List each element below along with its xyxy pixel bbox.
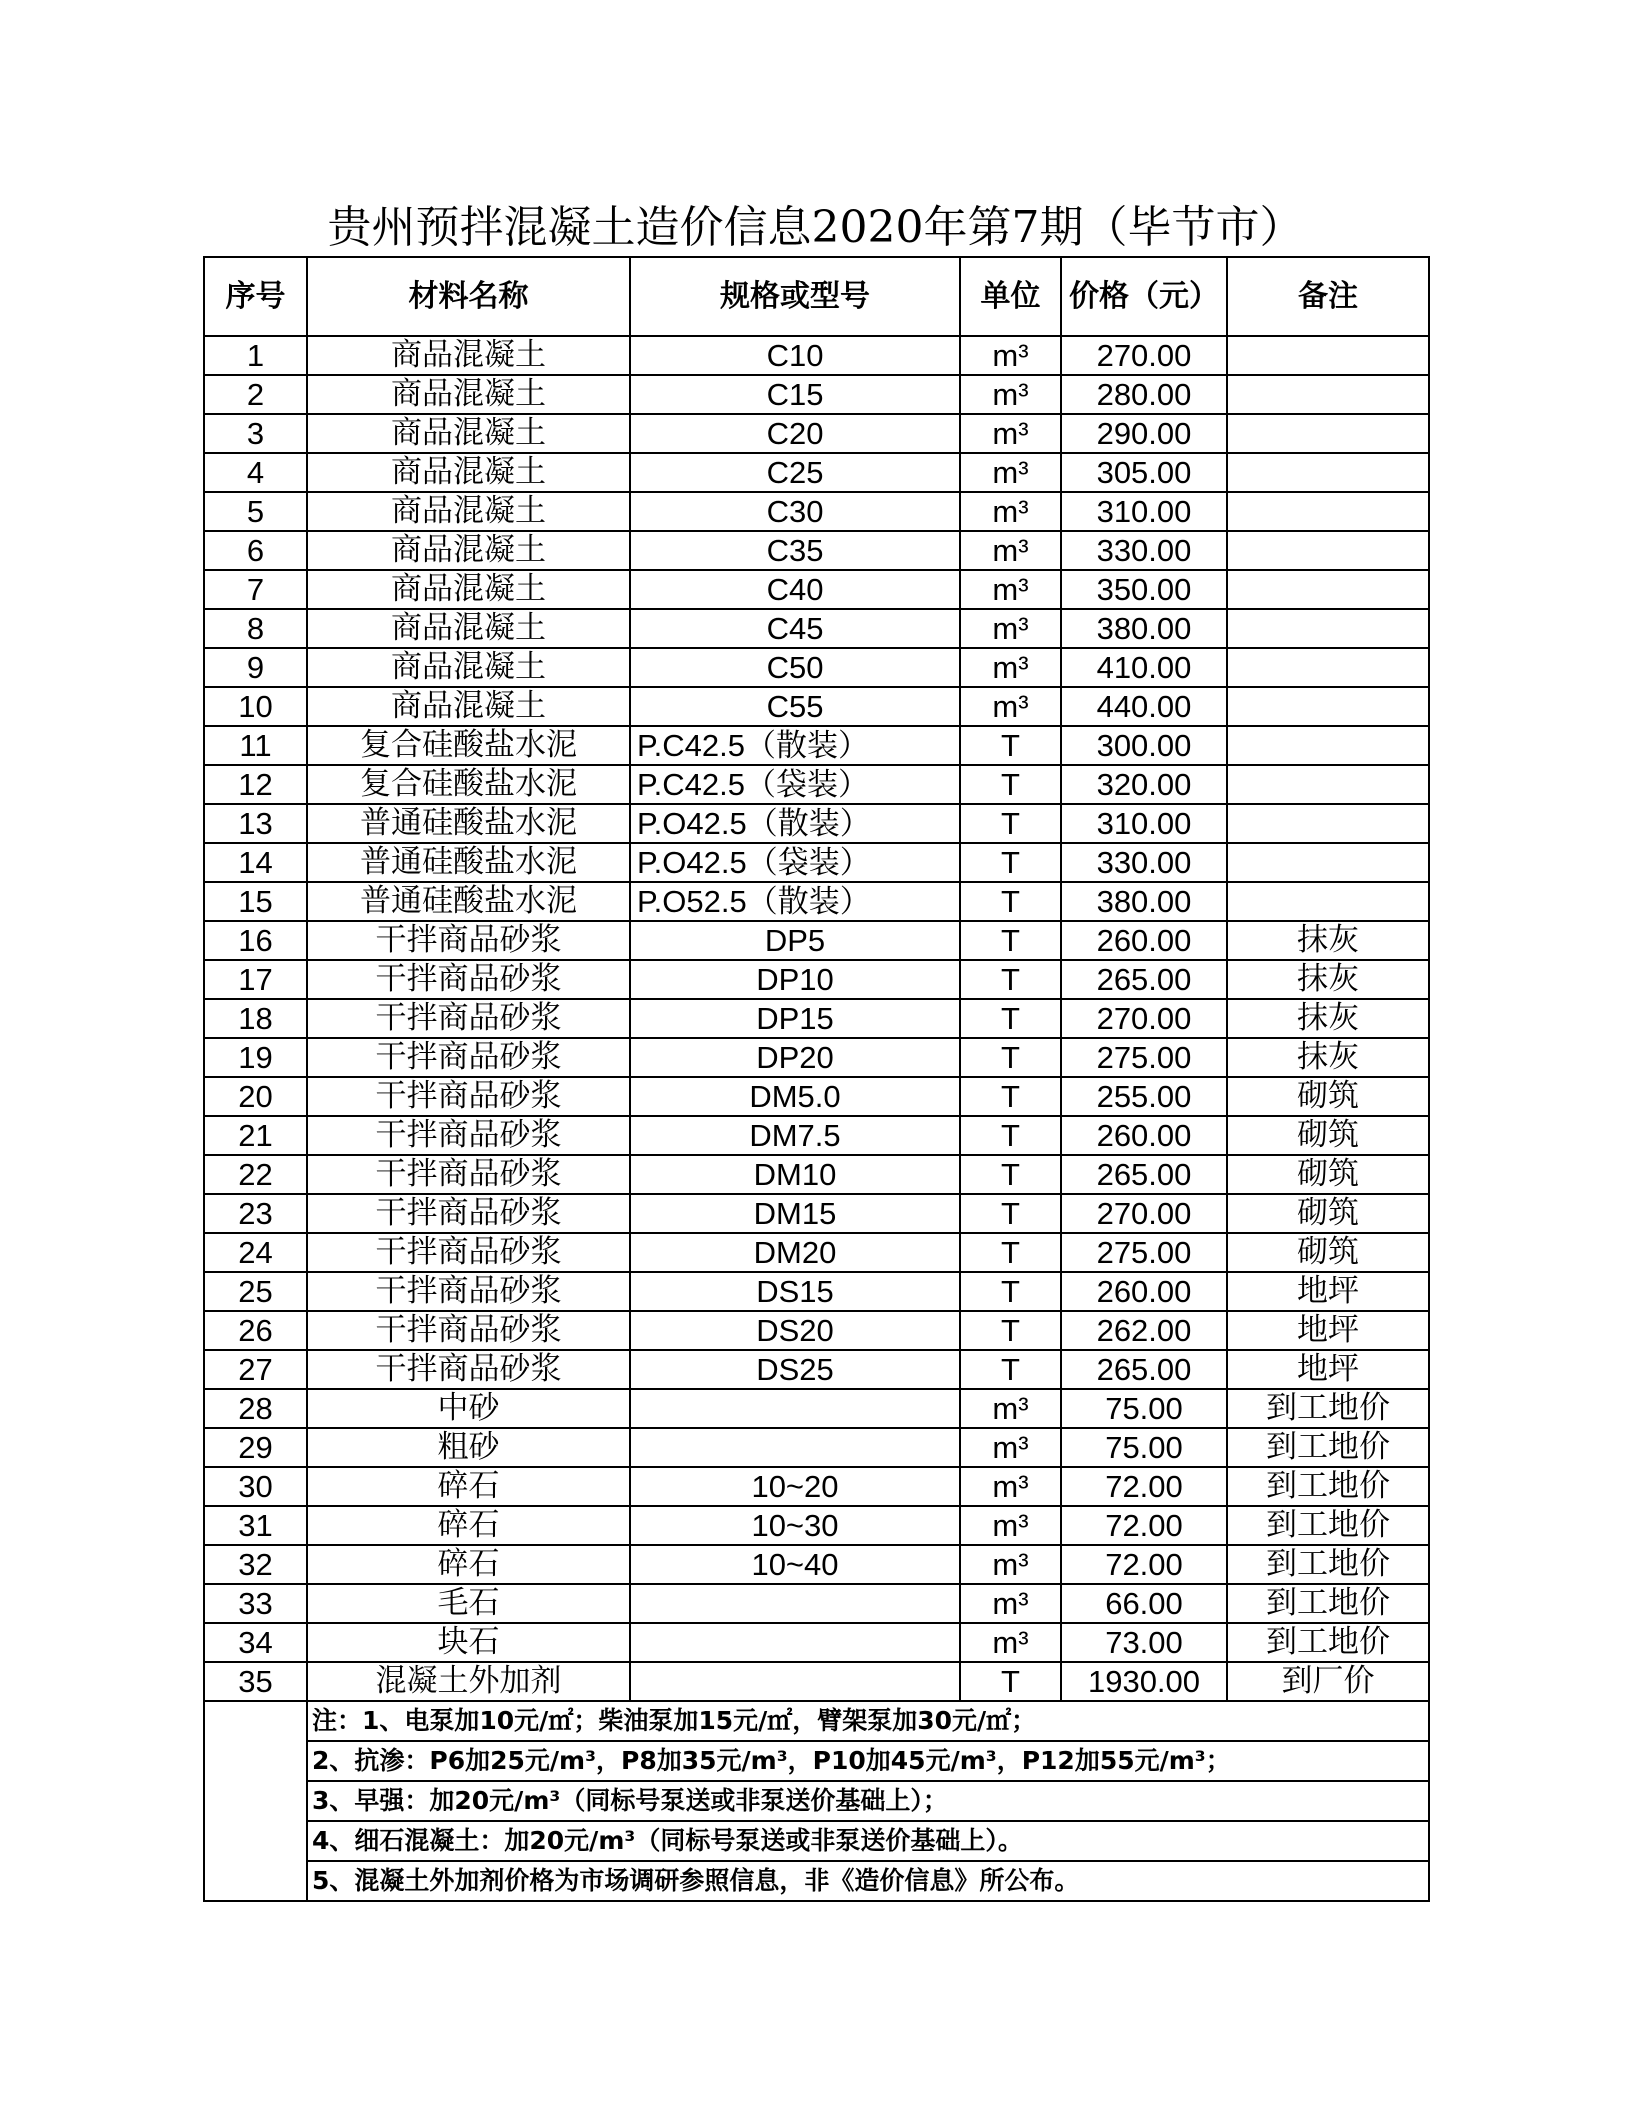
cell-spec: DP15 <box>630 999 960 1038</box>
cell-material-name: 中砂 <box>307 1389 630 1428</box>
cell-unit: m³ <box>960 1623 1061 1662</box>
cell-price: 260.00 <box>1061 1272 1227 1311</box>
cell-seq: 6 <box>204 531 307 570</box>
note-text: 2、抗渗：P6加25元/m³，P8加35元/m³，P10加45元/m³，P12加55元/m³； <box>307 1741 1429 1781</box>
cell-unit: T <box>960 1038 1061 1077</box>
cell-remark: 抹灰 <box>1227 1038 1429 1077</box>
cell-material-name: 普通硅酸盐水泥 <box>307 843 630 882</box>
cell-remark <box>1227 765 1429 804</box>
cell-material-name: 毛石 <box>307 1584 630 1623</box>
cell-price: 270.00 <box>1061 336 1227 375</box>
cell-unit: m³ <box>960 414 1061 453</box>
cell-price: 305.00 <box>1061 453 1227 492</box>
cell-price: 275.00 <box>1061 1233 1227 1272</box>
cell-unit: m³ <box>960 1389 1061 1428</box>
table-row <box>204 1545 1429 1584</box>
cell-spec: 10~30 <box>630 1506 960 1545</box>
cell-remark: 到工地价 <box>1227 1389 1429 1428</box>
table-row <box>204 843 1429 882</box>
cell-spec: DP20 <box>630 1038 960 1077</box>
cell-remark <box>1227 726 1429 765</box>
cell-material-name: 混凝土外加剂 <box>307 1662 630 1701</box>
cell-price: 270.00 <box>1061 1194 1227 1233</box>
cell-material-name: 碎石 <box>307 1506 630 1545</box>
cell-material-name: 干拌商品砂浆 <box>307 999 630 1038</box>
cell-spec <box>630 1389 960 1428</box>
cell-unit: T <box>960 843 1061 882</box>
cell-seq: 13 <box>204 804 307 843</box>
table-row <box>204 882 1429 921</box>
cell-unit: m³ <box>960 687 1061 726</box>
cell-remark <box>1227 414 1429 453</box>
cell-price: 265.00 <box>1061 960 1227 999</box>
cell-material-name: 块石 <box>307 1623 630 1662</box>
cell-unit: m³ <box>960 531 1061 570</box>
cell-seq: 31 <box>204 1506 307 1545</box>
cell-remark <box>1227 804 1429 843</box>
table-row <box>204 375 1429 414</box>
note-row <box>204 1821 1429 1861</box>
cell-material-name: 干拌商品砂浆 <box>307 921 630 960</box>
cell-material-name: 碎石 <box>307 1467 630 1506</box>
cell-material-name: 干拌商品砂浆 <box>307 1350 630 1389</box>
cell-seq: 35 <box>204 1662 307 1701</box>
table-row <box>204 1038 1429 1077</box>
cell-remark: 到工地价 <box>1227 1584 1429 1623</box>
cell-price: 275.00 <box>1061 1038 1227 1077</box>
table-row <box>204 1584 1429 1623</box>
cell-material-name: 碎石 <box>307 1545 630 1584</box>
cell-material-name: 商品混凝土 <box>307 570 630 609</box>
cell-spec: 10~40 <box>630 1545 960 1584</box>
cell-material-name: 商品混凝土 <box>307 375 630 414</box>
cell-spec: P.C42.5（袋装） <box>630 765 960 804</box>
cell-material-name: 普通硅酸盐水泥 <box>307 882 630 921</box>
cell-spec: C30 <box>630 492 960 531</box>
page-title: 贵州预拌混凝土造价信息2020年第7期（毕节市） <box>327 202 1304 253</box>
header-name: 材料名称 <box>307 257 630 336</box>
cell-price: 265.00 <box>1061 1350 1227 1389</box>
table-header-row <box>204 257 1429 336</box>
table-row <box>204 1662 1429 1701</box>
table-row <box>204 1233 1429 1272</box>
cell-remark: 抹灰 <box>1227 999 1429 1038</box>
cell-seq: 25 <box>204 1272 307 1311</box>
header-unit: 单位 <box>960 257 1061 336</box>
cell-material-name: 干拌商品砂浆 <box>307 1272 630 1311</box>
cell-seq: 11 <box>204 726 307 765</box>
cell-remark <box>1227 453 1429 492</box>
cell-spec: DM5.0 <box>630 1077 960 1116</box>
cell-price: 380.00 <box>1061 882 1227 921</box>
cell-seq: 33 <box>204 1584 307 1623</box>
cell-seq: 3 <box>204 414 307 453</box>
cell-material-name: 商品混凝土 <box>307 336 630 375</box>
cell-remark: 抹灰 <box>1227 960 1429 999</box>
note-row <box>204 1741 1429 1781</box>
cell-seq: 1 <box>204 336 307 375</box>
cell-unit: m³ <box>960 648 1061 687</box>
cell-remark: 到工地价 <box>1227 1545 1429 1584</box>
cell-unit: T <box>960 1311 1061 1350</box>
table-row <box>204 492 1429 531</box>
cell-unit: m³ <box>960 375 1061 414</box>
table-row <box>204 336 1429 375</box>
cell-remark <box>1227 687 1429 726</box>
table-row <box>204 1428 1429 1467</box>
cell-price: 410.00 <box>1061 648 1227 687</box>
cell-material-name: 干拌商品砂浆 <box>307 1311 630 1350</box>
cell-spec: DP5 <box>630 921 960 960</box>
cell-seq: 18 <box>204 999 307 1038</box>
cell-seq: 4 <box>204 453 307 492</box>
cell-seq: 30 <box>204 1467 307 1506</box>
table-row <box>204 1389 1429 1428</box>
cell-material-name: 商品混凝土 <box>307 453 630 492</box>
cell-material-name: 复合硅酸盐水泥 <box>307 765 630 804</box>
cell-seq: 15 <box>204 882 307 921</box>
cell-spec: DS20 <box>630 1311 960 1350</box>
cell-price: 73.00 <box>1061 1623 1227 1662</box>
cell-remark: 砌筑 <box>1227 1233 1429 1272</box>
table-row <box>204 1350 1429 1389</box>
cell-spec: DM10 <box>630 1155 960 1194</box>
cell-unit: m³ <box>960 1467 1061 1506</box>
cell-price: 310.00 <box>1061 492 1227 531</box>
table-row <box>204 1467 1429 1506</box>
cell-price: 300.00 <box>1061 726 1227 765</box>
cell-seq: 7 <box>204 570 307 609</box>
cell-material-name: 干拌商品砂浆 <box>307 1116 630 1155</box>
cell-material-name: 复合硅酸盐水泥 <box>307 726 630 765</box>
cell-price: 1930.00 <box>1061 1662 1227 1701</box>
cell-price: 270.00 <box>1061 999 1227 1038</box>
cell-remark: 到工地价 <box>1227 1467 1429 1506</box>
cell-price: 290.00 <box>1061 414 1227 453</box>
table-row <box>204 531 1429 570</box>
cell-remark: 到工地价 <box>1227 1506 1429 1545</box>
cell-spec: 10~20 <box>630 1467 960 1506</box>
table-row <box>204 609 1429 648</box>
header-spec: 规格或型号 <box>630 257 960 336</box>
note-text: 3、早强：加20元/m³（同标号泵送或非泵送价基础上）； <box>307 1781 1429 1821</box>
cell-price: 330.00 <box>1061 531 1227 570</box>
cell-material-name: 干拌商品砂浆 <box>307 1077 630 1116</box>
table-row <box>204 1194 1429 1233</box>
cell-material-name: 干拌商品砂浆 <box>307 1233 630 1272</box>
cell-material-name: 干拌商品砂浆 <box>307 1038 630 1077</box>
table-row <box>204 648 1429 687</box>
cell-price: 350.00 <box>1061 570 1227 609</box>
cell-spec: DS25 <box>630 1350 960 1389</box>
cell-remark: 地坪 <box>1227 1350 1429 1389</box>
table-row <box>204 765 1429 804</box>
cell-remark: 砌筑 <box>1227 1116 1429 1155</box>
table-row <box>204 1116 1429 1155</box>
cell-spec <box>630 1623 960 1662</box>
cell-remark <box>1227 375 1429 414</box>
cell-seq: 21 <box>204 1116 307 1155</box>
cell-seq: 26 <box>204 1311 307 1350</box>
cell-seq: 17 <box>204 960 307 999</box>
table-row <box>204 1311 1429 1350</box>
note-text: 注：1、电泵加10元/㎡；柴油泵加15元/㎡，臂架泵加30元/㎡； <box>307 1701 1429 1741</box>
cell-spec: C55 <box>630 687 960 726</box>
table-row <box>204 960 1429 999</box>
table-row <box>204 570 1429 609</box>
cell-seq: 8 <box>204 609 307 648</box>
cell-remark <box>1227 609 1429 648</box>
cell-spec: C15 <box>630 375 960 414</box>
cell-unit: m³ <box>960 1506 1061 1545</box>
cell-spec <box>630 1428 960 1467</box>
cell-price: 255.00 <box>1061 1077 1227 1116</box>
cell-remark: 地坪 <box>1227 1311 1429 1350</box>
table-row <box>204 1623 1429 1662</box>
cell-material-name: 干拌商品砂浆 <box>307 960 630 999</box>
cell-material-name: 干拌商品砂浆 <box>307 1194 630 1233</box>
table-row <box>204 687 1429 726</box>
cell-spec <box>630 1584 960 1623</box>
table-row <box>204 1506 1429 1545</box>
table-row <box>204 1272 1429 1311</box>
cell-remark: 砌筑 <box>1227 1077 1429 1116</box>
cell-remark: 地坪 <box>1227 1272 1429 1311</box>
cell-price: 75.00 <box>1061 1428 1227 1467</box>
cell-price: 262.00 <box>1061 1311 1227 1350</box>
cell-spec: DM20 <box>630 1233 960 1272</box>
table-row <box>204 1155 1429 1194</box>
cell-spec: P.O42.5（散装） <box>630 804 960 843</box>
table-row <box>204 453 1429 492</box>
cell-seq: 34 <box>204 1623 307 1662</box>
note-row <box>204 1701 1429 1741</box>
table-body <box>204 336 1429 1901</box>
cell-unit: m³ <box>960 1584 1061 1623</box>
cell-price: 310.00 <box>1061 804 1227 843</box>
cell-spec: P.C42.5（散装） <box>630 726 960 765</box>
cell-spec: C20 <box>630 414 960 453</box>
cell-unit: T <box>960 1662 1061 1701</box>
cell-spec: DM15 <box>630 1194 960 1233</box>
cell-seq: 14 <box>204 843 307 882</box>
table-row <box>204 414 1429 453</box>
cell-material-name: 商品混凝土 <box>307 414 630 453</box>
cell-material-name: 商品混凝土 <box>307 648 630 687</box>
cell-price: 265.00 <box>1061 1155 1227 1194</box>
cell-price: 66.00 <box>1061 1584 1227 1623</box>
cell-unit: T <box>960 999 1061 1038</box>
cell-material-name: 商品混凝土 <box>307 609 630 648</box>
cell-price: 280.00 <box>1061 375 1227 414</box>
cell-spec: DM7.5 <box>630 1116 960 1155</box>
cell-spec: P.O42.5（袋装） <box>630 843 960 882</box>
cell-unit: m³ <box>960 453 1061 492</box>
cell-remark: 到工地价 <box>1227 1428 1429 1467</box>
cell-spec: P.O52.5（散装） <box>630 882 960 921</box>
cell-remark: 抹灰 <box>1227 921 1429 960</box>
cell-material-name: 商品混凝土 <box>307 687 630 726</box>
cell-seq: 24 <box>204 1233 307 1272</box>
cell-seq: 29 <box>204 1428 307 1467</box>
cell-unit: m³ <box>960 609 1061 648</box>
cell-remark: 砌筑 <box>1227 1155 1429 1194</box>
note-text: 4、细石混凝土：加20元/m³（同标号泵送或非泵送价基础上）。 <box>307 1821 1429 1861</box>
cell-spec: C45 <box>630 609 960 648</box>
table-row <box>204 804 1429 843</box>
cell-material-name: 普通硅酸盐水泥 <box>307 804 630 843</box>
table-row <box>204 921 1429 960</box>
cell-price: 380.00 <box>1061 609 1227 648</box>
cell-seq: 10 <box>204 687 307 726</box>
cell-price: 260.00 <box>1061 921 1227 960</box>
cell-price: 260.00 <box>1061 1116 1227 1155</box>
cell-unit: m³ <box>960 1545 1061 1584</box>
table-row <box>204 726 1429 765</box>
cell-unit: m³ <box>960 1428 1061 1467</box>
cell-spec: DP10 <box>630 960 960 999</box>
cell-material-name: 粗砂 <box>307 1428 630 1467</box>
cell-seq: 5 <box>204 492 307 531</box>
cell-spec: C50 <box>630 648 960 687</box>
cell-seq: 27 <box>204 1350 307 1389</box>
cell-remark <box>1227 843 1429 882</box>
cell-material-name: 干拌商品砂浆 <box>307 1155 630 1194</box>
table-row <box>204 999 1429 1038</box>
cell-price: 72.00 <box>1061 1506 1227 1545</box>
header-price: 价格（元） <box>1061 257 1227 336</box>
cell-seq: 12 <box>204 765 307 804</box>
cell-seq: 23 <box>204 1194 307 1233</box>
cell-spec: C10 <box>630 336 960 375</box>
cell-unit: T <box>960 765 1061 804</box>
cell-remark <box>1227 492 1429 531</box>
note-row <box>204 1861 1429 1901</box>
cell-unit: T <box>960 804 1061 843</box>
cell-remark <box>1227 531 1429 570</box>
cell-remark <box>1227 570 1429 609</box>
cell-unit: T <box>960 1116 1061 1155</box>
cell-remark: 到厂价 <box>1227 1662 1429 1701</box>
cell-unit: T <box>960 1350 1061 1389</box>
cell-unit: m³ <box>960 492 1061 531</box>
cell-spec: C40 <box>630 570 960 609</box>
cell-spec: C25 <box>630 453 960 492</box>
note-text: 5、混凝土外加剂价格为市场调研参照信息，非《造价信息》所公布。 <box>307 1861 1429 1901</box>
cell-unit: T <box>960 1233 1061 1272</box>
cell-seq: 19 <box>204 1038 307 1077</box>
table-row <box>204 1077 1429 1116</box>
cell-price: 72.00 <box>1061 1467 1227 1506</box>
cell-remark: 砌筑 <box>1227 1194 1429 1233</box>
cell-spec: C35 <box>630 531 960 570</box>
cell-remark <box>1227 882 1429 921</box>
cell-unit: T <box>960 1272 1061 1311</box>
cell-unit: m³ <box>960 570 1061 609</box>
cell-unit: m³ <box>960 336 1061 375</box>
cell-price: 440.00 <box>1061 687 1227 726</box>
cell-unit: T <box>960 882 1061 921</box>
cell-seq: 16 <box>204 921 307 960</box>
cell-spec: DS15 <box>630 1272 960 1311</box>
cell-price: 72.00 <box>1061 1545 1227 1584</box>
cell-seq: 20 <box>204 1077 307 1116</box>
cell-material-name: 商品混凝土 <box>307 531 630 570</box>
cell-unit: T <box>960 1077 1061 1116</box>
header-remark: 备注 <box>1227 257 1429 336</box>
cell-seq: 2 <box>204 375 307 414</box>
cell-price: 320.00 <box>1061 765 1227 804</box>
cell-unit: T <box>960 960 1061 999</box>
header-seq: 序号 <box>204 257 307 336</box>
price-table <box>203 256 1430 1902</box>
cell-seq: 9 <box>204 648 307 687</box>
cell-unit: T <box>960 1155 1061 1194</box>
cell-seq: 28 <box>204 1389 307 1428</box>
cell-seq: 32 <box>204 1545 307 1584</box>
cell-unit: T <box>960 726 1061 765</box>
cell-price: 75.00 <box>1061 1389 1227 1428</box>
notes-blank-cell <box>204 1701 307 1901</box>
cell-remark <box>1227 336 1429 375</box>
cell-unit: T <box>960 1194 1061 1233</box>
cell-remark <box>1227 648 1429 687</box>
note-row <box>204 1781 1429 1821</box>
cell-spec <box>630 1662 960 1701</box>
cell-material-name: 商品混凝土 <box>307 492 630 531</box>
cell-remark: 到工地价 <box>1227 1623 1429 1662</box>
cell-seq: 22 <box>204 1155 307 1194</box>
cell-price: 330.00 <box>1061 843 1227 882</box>
cell-unit: T <box>960 921 1061 960</box>
